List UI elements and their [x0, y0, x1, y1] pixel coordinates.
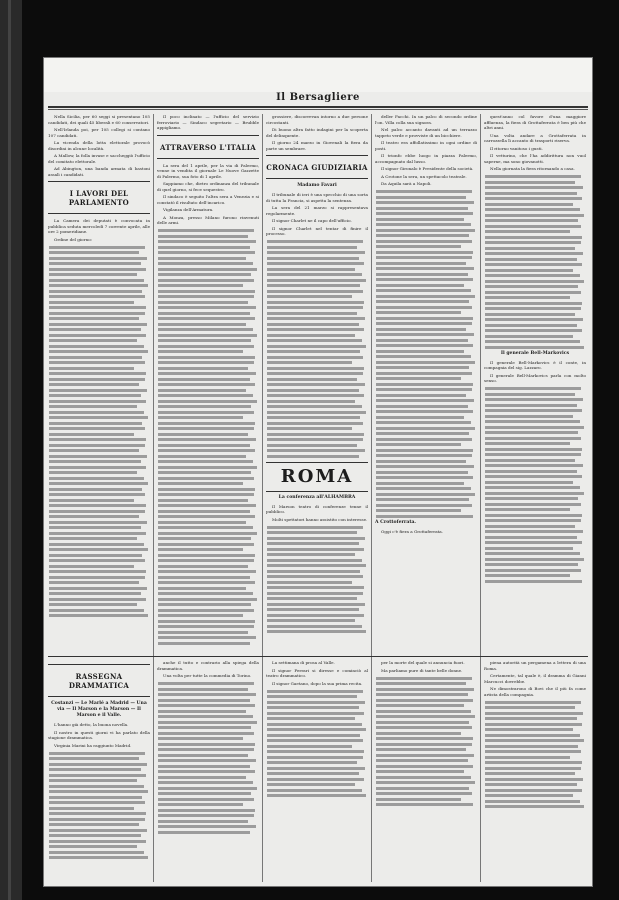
top-rule — [48, 106, 588, 108]
paragraph: Il Marson teatro di conferenze tenne il pubblico. — [266, 503, 368, 514]
section-box — [48, 181, 150, 214]
paragraph: Nella Sicilia, per 60 seggi si presentano 105 candidati, dei quali 45 liberali e 60 conservatori. — [48, 114, 150, 125]
paragraph: Una volta andare a Grottaferrata in carrozzella lì accanto di trasporti riserva. — [484, 132, 586, 143]
paragraph: Ad Abington, una banda armata di bastoni assalì i candidati. — [48, 166, 150, 177]
section-title: I LAVORI DEL PARLAMENTO — [68, 189, 130, 207]
paragraph: A Monza, presso Milano furono rinvenuti delle armi. — [157, 214, 259, 225]
paragraph: per la morte del quale si annuncia fuori. — [381, 660, 465, 665]
paragraph: Una volta per tutte la commedia di Torino. — [163, 673, 252, 678]
text-filler — [48, 750, 150, 860]
text-filler — [484, 174, 586, 350]
newspaper-page — [44, 58, 592, 886]
column-divider — [371, 114, 372, 710]
section-box — [48, 664, 150, 697]
paragraph: Il teatro era affollatissimo in ogni ordine di posti. — [375, 140, 477, 151]
paragraph: Di buono altra fatto indagini per la scoperta del delinquente. — [266, 127, 368, 138]
paragraph: Certamente, tal quale è, il dramma di Gianni Marcucci dovrebbe. — [484, 673, 586, 684]
paragraph: Virginia Marini ha raggiunto Madrid. — [54, 742, 132, 748]
section-subtitle: Costanzi — Le Marlé a Madrid — Una via — Il Marson e la Marson — Il Marson e il Valle. — [51, 701, 147, 718]
column-divider — [480, 660, 481, 882]
section-title: RASSEGNA DRAMMATICA — [68, 672, 130, 690]
column-1 — [48, 114, 150, 710]
text-filler — [266, 688, 368, 798]
text-filler — [157, 228, 259, 646]
column-4 — [375, 114, 477, 710]
column-2 — [157, 114, 259, 710]
paragraph: Vigilanza dell'Armatura. — [163, 207, 214, 212]
paragraph: grossiere, discorrevan intorno a due persone circostanti. — [266, 114, 368, 125]
paragraph: Il signor Gironalo è Presidente della società. — [381, 166, 474, 171]
text-filler — [375, 675, 477, 807]
section-title: CRONACA GIUDIZIARIA — [266, 163, 368, 172]
paragraph: Il giorno 24 marzo in Giovenali la fiera da parte un sembrare. — [266, 140, 368, 151]
paragraph: Il generale Bell-Markovics è il conte, in compagnia del sig. Lazzaro. — [484, 359, 586, 370]
paragraph: La vicenda della lotta elettorale provocò disordini in alcune località. — [48, 140, 150, 151]
paragraph: A Crotone la sera, un spettacolo teatrale. — [381, 173, 467, 179]
column-3 — [266, 114, 368, 710]
paragraph: Ordine del giorno: — [54, 236, 93, 242]
paragraph: Nel palco accanto davanti ad un terrazzo tappeto verde e provviste di un bicchiere. — [375, 127, 477, 138]
paragraph: Il sindaco è seguito l'altra sera a Venezia e si constatò il risultato dell'incarico. — [157, 194, 259, 205]
section-box — [266, 155, 368, 179]
header-band — [44, 58, 592, 92]
column-divider — [153, 114, 154, 710]
column-divider — [262, 660, 263, 882]
paragraph: Il signor Charlet nel tentar di finire il processo. — [266, 225, 368, 236]
paragraph: Il vetturino, che l'ha addirittura non vuol saperne, ma sono giovanotti. — [484, 153, 586, 164]
column-5 — [484, 114, 586, 710]
text-filler — [266, 524, 368, 634]
roma-subtitle: La conferenza all'ALHAMBRA — [278, 494, 356, 500]
divider — [266, 462, 368, 463]
masthead: Il Bersagliere — [276, 92, 360, 103]
paragraph: Il ritorno vanitoso i gusti. — [490, 145, 543, 151]
lower-column-4 — [375, 660, 477, 882]
paragraph: Il signor Ferrari si diresse e cominciò al teatro drammatico. — [266, 667, 368, 678]
paragraph: Il generale Bell-Markovics parla con molto senso. — [484, 372, 586, 383]
paragraph: Il poco inclinato — l'ufficio del servizio ferroviario — Sindaco segretario — Brubble appigliamo. — [157, 114, 259, 130]
text-filler — [375, 189, 477, 519]
paragraph: quest'anno col favore d'una maggiore affluenza, la fiera di Grottaferrata è ben più che altri anni. — [484, 114, 586, 130]
section-title: A Crottoferrata. — [375, 519, 417, 525]
top-rule-thin — [48, 109, 588, 110]
paragraph: Molti spettatori hanno assistito con interesse. — [272, 516, 368, 522]
paragraph: La sera del 1 aprile, per la via di Palermo, venne in vendita il giornale Le Nuove Gazzette di Palermo, sua foto di 1 aprile. — [157, 162, 259, 179]
text-filler — [157, 681, 259, 835]
paragraph: anche il tutto e contrario alla spiega della drammatica. — [157, 660, 259, 671]
section-title: ATTRAVERSO L'ITALIA — [159, 142, 257, 152]
column-divider — [371, 660, 372, 882]
text-filler — [266, 239, 368, 459]
lower-column-3 — [266, 660, 368, 882]
paragraph: deller Facchi. In un palco di secondo ordine l'on. Villa colla sua signora. — [375, 114, 477, 125]
lower-column-2 — [157, 660, 259, 882]
paragraph: Nella giornata la fiera ritornando a casa. — [490, 166, 575, 171]
section-rule — [48, 656, 588, 657]
roma-title: ROMA — [280, 465, 354, 487]
section-subtitle: Madamo Favari — [297, 183, 337, 188]
paragraph: La Camera dei deputati è convocata in pubblica seduta mercoledì 7 corrente aprile, alle ore 2 pomeridiane. — [48, 218, 150, 234]
paragraph: Il tribunale di ieri è una specchio di una sorta di tutta la Francia, si aspetta la sentenza. — [266, 192, 368, 203]
paragraph: La settimana di prosa al Valle. — [272, 660, 335, 665]
paragraph: Il signor Gaetano, dopo la sua prima recita. — [272, 680, 363, 686]
paragraph: Da Aquila sarà a Napoli. — [381, 181, 432, 186]
paragraph: piena autorità un pergamena a lettera di una Roma. — [484, 660, 586, 671]
book-binding — [0, 0, 22, 900]
paragraph: Il trionfo ebbe luogo in piazza Palermo, accompagnato dal lusso. — [375, 153, 477, 164]
paragraph: Sappiamo che, dietro ordinanza del tribunale di quel giorno, si fece sequestro. — [157, 181, 259, 192]
text-filler — [48, 244, 150, 618]
text-filler — [484, 699, 586, 809]
paragraph: Ma parliamo pure di tante belle donne. — [381, 667, 463, 673]
paragraph: L'hanno già detto, la buona novella. — [54, 722, 129, 727]
divider — [266, 491, 368, 492]
section-box — [157, 135, 259, 159]
lower-column-1 — [48, 660, 150, 882]
paragraph: Il nostro in questi giorni vi ha parlato della stagione drammatica. — [48, 729, 150, 740]
text-filler — [484, 386, 586, 584]
paragraph: Oggi c'è fiera a Grottaferrata. — [381, 528, 444, 534]
column-divider — [262, 114, 263, 710]
paragraph: Ne dimostrarono di Bovi che il più fa come artista della compagnia. — [484, 686, 586, 697]
column-divider — [153, 660, 154, 882]
column-divider — [480, 114, 481, 710]
paragraph: Il signor Charlet ne il capo dell'ufficio. — [272, 218, 352, 223]
lower-column-5 — [484, 660, 586, 882]
paragraph: La sera del 21 marzo si rappresentava regolarmente. — [266, 205, 368, 216]
paragraph: Nell'Irlanda poi, per 105 collegi si contano 107 candidati. — [48, 127, 150, 138]
paragraph: A Mallow, la folla invase e saccheggiò l'ufficio del comitato elettorale. — [48, 153, 150, 164]
section-title: Il generale Bell-Markovics — [500, 350, 570, 356]
